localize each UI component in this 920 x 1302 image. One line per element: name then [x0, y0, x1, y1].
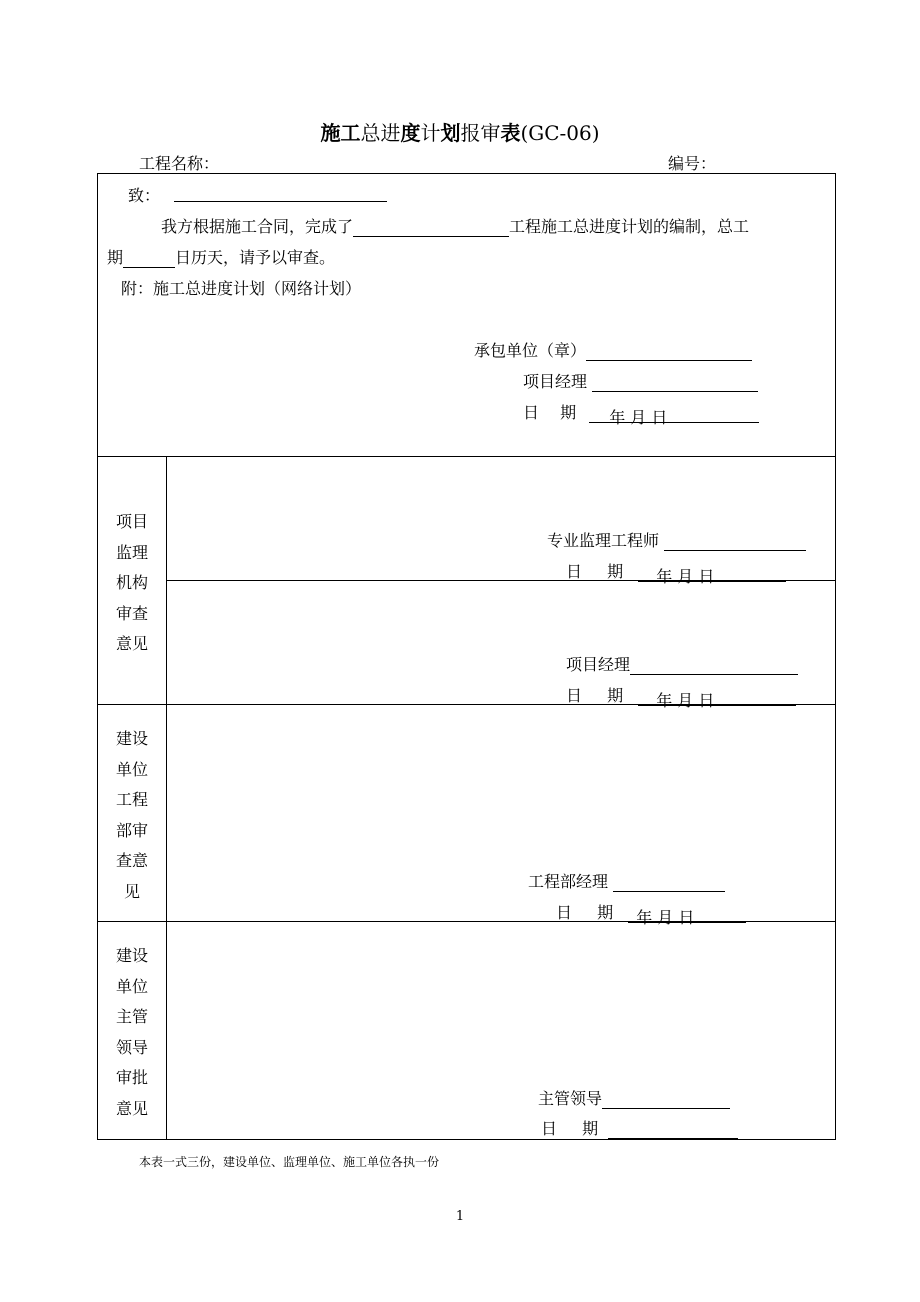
- to-field[interactable]: [174, 183, 387, 202]
- section1-date: 日 期 年 月 日: [523, 400, 759, 423]
- page-number: 1: [455, 1209, 465, 1224]
- dept-manager-field[interactable]: [613, 873, 725, 892]
- project-name-label: 工程名称：: [139, 154, 220, 173]
- manager-signature: 项目经理: [523, 369, 758, 392]
- section3-date: 日 期 年 月 日: [556, 900, 746, 923]
- project-field[interactable]: [353, 218, 509, 237]
- leader-field[interactable]: [602, 1090, 730, 1109]
- period-field[interactable]: [123, 249, 175, 268]
- manager-field[interactable]: [592, 373, 758, 392]
- section4-date-field[interactable]: [608, 1120, 738, 1139]
- contractor-signature: 承包单位（章）: [474, 338, 752, 361]
- to-label: 致：: [128, 186, 161, 205]
- dept-manager-signature: 工程部经理: [528, 869, 725, 892]
- section1-date-field[interactable]: 年 月 日: [589, 405, 759, 423]
- section2-manager-signature: 项目经理: [566, 652, 798, 675]
- body-line-1: 我方根据施工合同，完成了 工程施工总进度计划的编制，总工: [161, 217, 750, 236]
- section2-manager-field[interactable]: [630, 656, 798, 675]
- body-line-2: 期 日历天，请予以审查。: [107, 248, 336, 267]
- section2-date2-field[interactable]: 年 月 日: [638, 688, 796, 706]
- section4-label: 建设 单位 主管 领导 审批 意见: [115, 946, 148, 1118]
- section2-date2: 日 期 年 月 日: [566, 683, 796, 706]
- number-label: 编号：: [668, 154, 717, 173]
- attachment-text: 附：施工总进度计划（网络计划）: [121, 279, 362, 298]
- section3-label: 建设 单位 工程 部审 查意 见: [115, 729, 148, 901]
- page-title: 施工总进度计划报审表(GC-06): [320, 121, 600, 145]
- row-divider-1: [97, 456, 836, 457]
- section2-date-field[interactable]: 年 月 日: [638, 564, 786, 582]
- section2-date: 日 期 年 月 日: [566, 559, 786, 582]
- footer-note: 本表一式三份，建设单位、监理单位、施工单位各执一份: [139, 1155, 440, 1169]
- section3-date-field[interactable]: 年 月 日: [628, 905, 746, 923]
- section2-label: 项目 监理 机构 审查 意见: [115, 512, 148, 653]
- engineer-signature: 专业监理工程师: [547, 528, 806, 551]
- engineer-field[interactable]: [664, 532, 806, 551]
- leader-signature: 主管领导: [538, 1086, 730, 1109]
- section4-date: 日 期: [541, 1116, 738, 1139]
- contractor-field[interactable]: [586, 342, 752, 361]
